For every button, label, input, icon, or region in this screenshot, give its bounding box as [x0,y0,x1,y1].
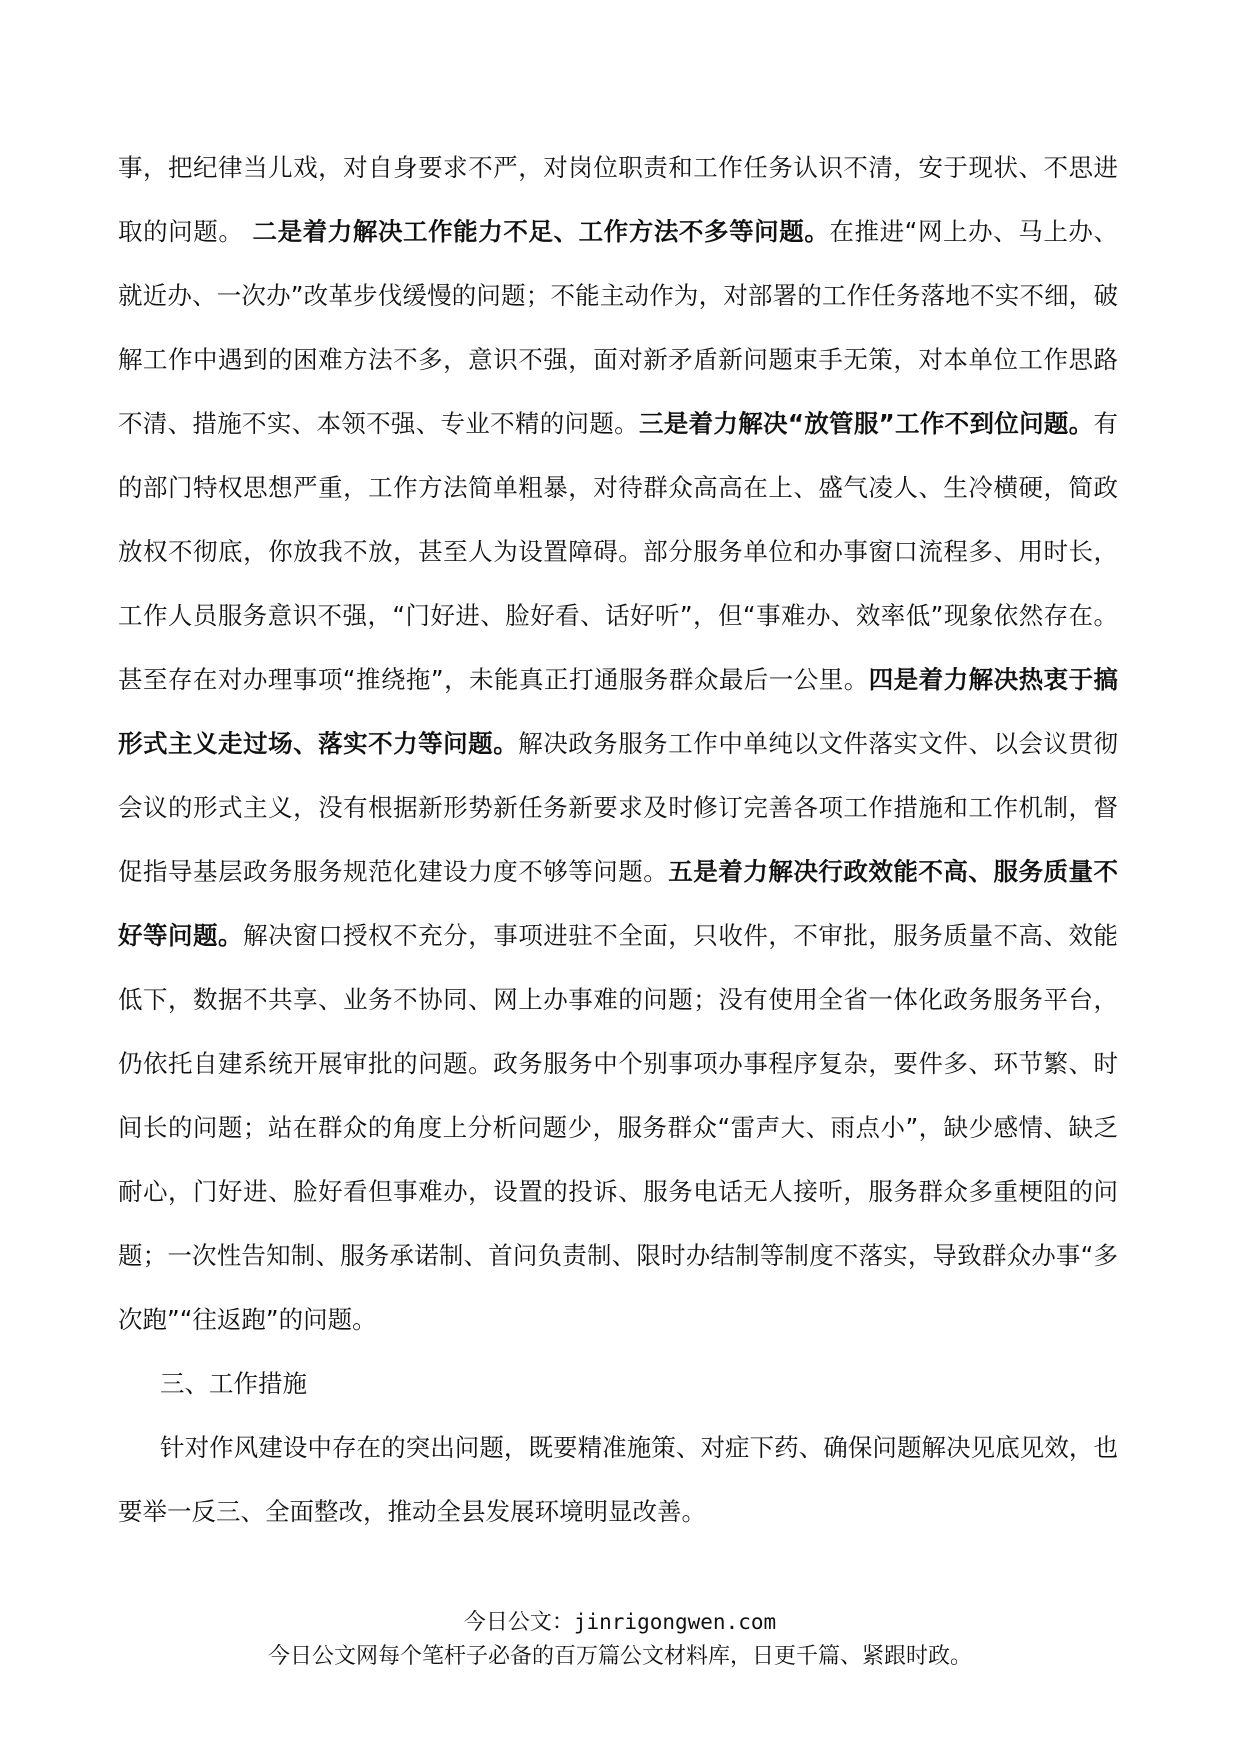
bold-heading-2: 二是着力解决工作能力不足、工作方法不多等问题。 [243,217,830,246]
paragraph-text: 事，把纪律当儿戏，对自身要求不严，对岗位职责和工作任务认识不清，安于现状、不思进取的问题。 [118,153,1118,246]
section-heading: 三、工作措施 [160,1369,307,1398]
bold-heading-3: 三是着力解决“放管服”工作不到位问题。 [638,409,1094,438]
paragraph-text: 在推进“网上办、马上办、就近办、一次办”改革步伐缓慢的问题；不能主动作为，对部署的工作任务落地不实不细，破解工作中遇到的困难方法不多，意识不强，面对新矛盾新问题束手无策，对本单位工作思路不清、措施不实、本领不强、专业不精的问题。 [118,217,1119,438]
paragraph-text: 有的部门特权思想严重，工作方法简单粗暴，对待群众高高在上、盛气凌人、生冷横硬，简政放权不彻底，你放我不放，甚至人为设置障碍。部分服务单位和办事窗口流程多、用时长，工作人员服务意识不强，“门好进、脸好看、话好听”，但“事难办、效率低”现象依然存在。甚至存在对办理事项“推绕拖”，未能真正打通服务群众最后一公里。 [118,409,1119,694]
footer-tagline: 今日公文网每个笔杆子必备的百万篇公文材料库，日更千篇、紧跟时政。 [267,1644,972,1669]
bold-heading-4: 四是着力解决热衷于搞形式主义走过场、落实不力等问题。 [118,665,1119,758]
measures-paragraph: 针对作风建设中存在的突出问题，既要精准施策、对症下药、确保问题解决见底见效，也要举一反三、全面整改，推动全县发展环境明显改善。 [118,1433,1118,1526]
footer-site-label: 今日公文： [463,1610,574,1635]
bold-heading-5: 五是着力解决行政效能不高、服务质量不好等问题。 [118,857,1118,950]
document-body [118,136,1118,1544]
paragraph-text: 解决政务服务工作中单纯以文件落实文件、以会议贯彻会议的形式主义，没有根据新形势新任务新要求及时修订完善各项工作措施和工作机制，督促指导基层政务服务规范化建设力度不够等问题。 [118,729,1119,886]
page-footer [0,1605,1240,1674]
footer-site-url[interactable]: jinrigongwen.com [573,1610,777,1634]
problem-paragraph [118,136,1118,1352]
footer-site-line [0,1605,1240,1640]
paragraph-text: 解决窗口授权不充分，事项进驻不全面，只收件，不审批，服务质量不高、效能低下，数据不共享、业务不协同、网上办事难的问题；没有使用全省一体化政务服务平台，仍依托自建系统开展审批的问题。政务服务中个别事项办事程序复杂，要件多、环节繁、时间长的问题；站在群众的角度上分析问题少，服务群众“雷声大、雨点小”，缺少感情、缺乏耐心，门好进、脸好看但事难办，设置的投诉、服务电话无人接听，服务群众多重梗阻的问题；一次性告知制、服务承诺制、首问负责制、限时办结制等制度不落实，导致群众办事“多次跑”“往返跑”的问题。 [118,921,1119,1334]
